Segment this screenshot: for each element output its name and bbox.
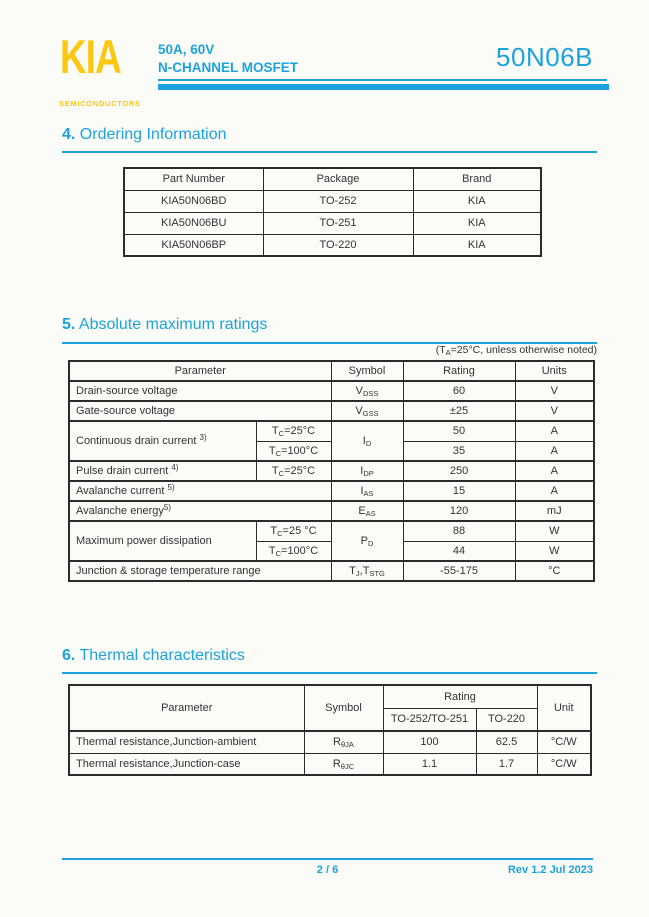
package-cell: TO-251 [263,212,413,234]
section-number: 6. [62,647,76,664]
symbol-base: P [360,535,368,547]
condition-value: =25°C [284,425,316,438]
column-header-part-number: Part Number [124,168,263,190]
symbol-base: R [332,757,341,770]
units-cell: V [515,401,594,421]
rating-cell: 88 [403,521,515,541]
table-row-pd [69,521,594,541]
logo-text: KIA [60,30,121,83]
units-cell: °C [515,561,594,581]
table-row [124,212,541,234]
condition-subscript: C [278,429,285,439]
symbol-base: T [362,565,370,577]
table-row-vgss [69,401,594,421]
param-note-superscript: 4) [171,463,179,472]
units-cell: W [515,521,594,541]
rating-cell: 120 [403,501,515,521]
param-cell [69,461,256,481]
table-row-id [69,421,594,441]
thermal-characteristics-table [68,684,592,776]
param-cell: Thermal resistance,Junction-case [69,753,304,775]
unit-cell: °C/W [537,753,591,775]
symbol-subscript: θJA [341,740,354,750]
condition-base: T [270,525,278,538]
section-title: Absolute maximum ratings [78,316,268,333]
rating-cell: 44 [403,541,515,561]
note-text: (T [435,344,446,356]
symbol-base: T [349,565,356,577]
condition-base: T [271,465,279,477]
part-number-cell: KIA50N06BP [124,234,263,256]
param-cell [69,481,331,501]
param-cell [69,421,256,461]
column-header-parameter: Parameter [69,685,304,731]
column-header-symbol: Symbol [331,361,403,381]
part-number: 50N06B [496,42,593,72]
column-header-package2: TO-220 [476,708,537,731]
symbol-cell [331,401,403,421]
symbol-cell [331,561,403,581]
units-cell: A [515,441,594,461]
symbol-base: V [355,385,363,397]
table-row-tj [69,561,594,581]
param-text: Avalanche current [76,485,168,497]
condition-subscript: C [275,548,282,558]
section-heading-abs-max [62,316,267,334]
brand-cell: KIA [413,234,541,256]
condition-value: =100°C [281,544,319,557]
condition-base: T [271,425,279,438]
table-row-vdss [69,381,594,401]
section-title: Ordering Information [79,126,227,143]
condition-cell [256,421,331,441]
symbol-subscript: θJC [340,761,355,771]
section-rule [62,672,597,674]
param-cell: Thermal resistance,Junction-ambient [69,731,304,753]
section-heading-ordering [62,126,227,144]
ordering-table [123,167,542,257]
section-number: 4. [62,126,76,143]
header-accent-bar [158,84,609,90]
symbol-subscript: AS [363,489,374,498]
column-header-units: Units [515,361,594,381]
table-row [124,234,541,256]
section-rule [62,151,597,153]
param-cell: Maximum power dissipation [69,521,256,561]
condition-cell [256,521,331,541]
symbol-base: E [358,505,366,517]
symbol-cell [331,481,403,501]
symbol-cell [331,521,403,561]
conditions-note [436,344,597,356]
table-row-eas [69,501,594,521]
table-row-ias [69,481,594,501]
note-text: =25°C, unless otherwise noted) [450,344,597,356]
brand-cell: KIA [413,212,541,234]
symbol-subscript: DSS [362,389,379,398]
package-cell: TO-220 [263,234,413,256]
rating-cell: ±25 [403,401,515,421]
condition-base: T [268,444,276,457]
rating-cell: 60 [403,381,515,401]
rating-cell: 1.7 [476,753,537,775]
part-number-cell: KIA50N06BD [124,190,263,212]
note-subscript: A [445,348,451,357]
symbol-subscript: DP [363,469,374,478]
column-header-rating: Rating [403,361,515,381]
condition-subscript: C [277,529,283,539]
table-header-row [124,168,541,190]
condition-cell [256,541,331,561]
condition-base: T [268,544,276,557]
table-row-rthjc [69,753,591,775]
units-cell: W [515,541,594,561]
param-note-superscript: 5) [167,483,175,492]
symbol-cell [304,753,383,775]
param-cell: Drain-source voltage [69,381,331,401]
param-cell: Junction & storage temperature range [69,561,331,581]
condition-value: =100°C [281,444,319,457]
brand-logo [60,30,138,83]
symbol-base: V [355,405,363,417]
condition-cell [256,441,331,461]
symbol-separator: , [359,565,363,577]
table-row-idp [69,461,594,481]
page-number: 2 / 6 [316,864,339,876]
absolute-maximum-ratings-table [68,360,595,582]
brand-cell: KIA [413,190,541,212]
header-thin-rule [158,79,607,81]
symbol-cell [331,421,403,461]
section-title: Thermal characteristics [79,647,245,664]
column-header-package: Package [263,168,413,190]
column-header-rating: Rating [383,685,537,708]
symbol-base: I [360,485,364,497]
unit-cell: °C/W [537,731,591,753]
section-heading-thermal [62,647,245,665]
logo-subtitle: SEMICONDUCTORS [59,99,141,108]
rating-cell: 250 [403,461,515,481]
condition-subscript: C [275,448,282,458]
column-header-symbol: Symbol [304,685,383,731]
param-cell: Gate-source voltage [69,401,331,421]
table-row [124,190,541,212]
param-note-superscript: 5) [163,503,171,512]
param-note-superscript: 3) [199,433,207,442]
rating-cell: -55-175 [403,561,515,581]
symbol-subscript: GSS [362,409,379,418]
rating-cell: 35 [403,441,515,461]
units-cell: A [515,461,594,481]
param-text: Avalanche energy [76,505,164,517]
section-number: 5. [62,316,76,333]
rating-cell: 1.1 [383,753,476,775]
symbol-subscript: D [367,539,374,548]
part-number-cell: KIA50N06BU [124,212,263,234]
symbol-base: R [333,736,341,749]
table-header-row [69,361,594,381]
param-cell [69,501,331,521]
revision-label: Rev 1.2 Jul 2023 [507,864,593,876]
rating-cell: 50 [403,421,515,441]
units-cell: mJ [515,501,594,521]
symbol-cell [331,381,403,401]
condition-value: =25 °C [282,525,317,538]
symbol-cell [304,731,383,753]
symbol-subscript: J [355,569,360,578]
symbol-base: I [360,465,364,477]
units-cell: V [515,381,594,401]
condition-value: =25°C [284,465,316,477]
units-cell: A [515,421,594,441]
footer-rule [62,858,593,860]
product-rating: 50A, 60V [158,42,215,57]
param-text: Pulse drain current [76,465,172,477]
rating-cell: 15 [403,481,515,501]
condition-cell [256,461,331,481]
column-header-brand: Brand [413,168,541,190]
symbol-subscript: AS [365,509,376,518]
column-header-package1: TO-252/TO-251 [383,708,476,731]
symbol-base: I [362,435,366,447]
table-header-row [69,685,591,708]
device-type: N-CHANNEL MOSFET [158,60,298,75]
package-cell: TO-252 [263,190,413,212]
rating-cell: 62.5 [476,731,537,753]
table-row-rthja [69,731,591,753]
symbol-subscript: STG [369,569,385,578]
condition-subscript: C [278,469,285,478]
rating-cell: 100 [383,731,476,753]
units-cell: A [515,481,594,501]
column-header-parameter: Parameter [69,361,331,381]
column-header-unit: Unit [537,685,591,731]
symbol-cell [331,501,403,521]
symbol-cell [331,461,403,481]
device-summary [158,41,298,77]
symbol-subscript: D [365,439,372,448]
param-text: Continuous drain current [76,435,200,447]
